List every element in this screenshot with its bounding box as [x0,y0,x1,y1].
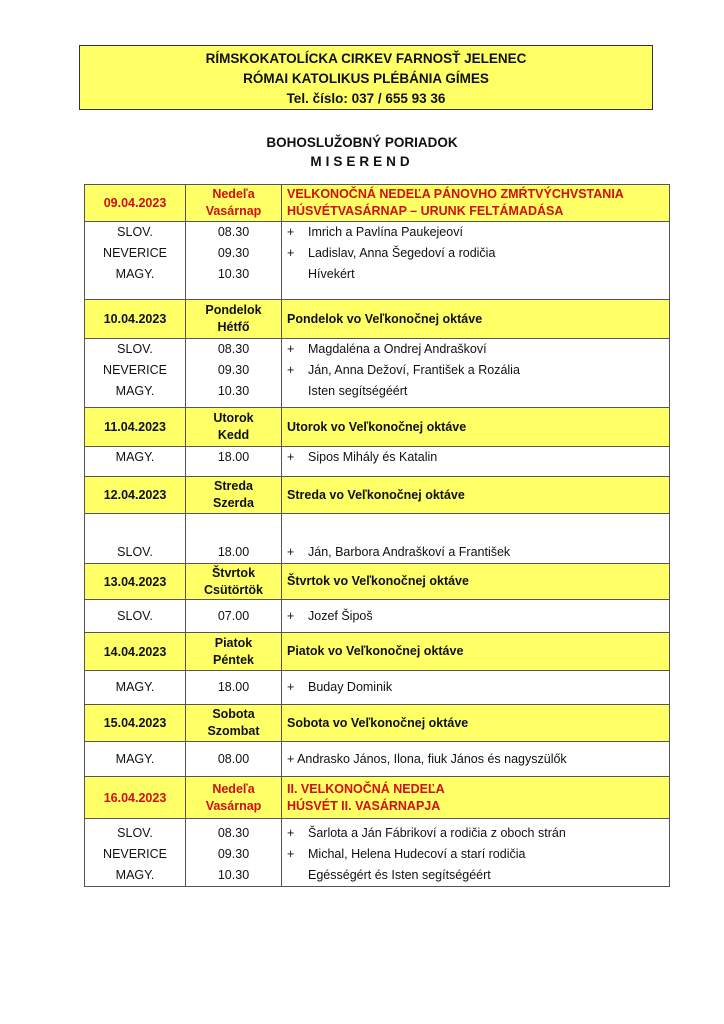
mass-times: 08.30 09.30 10.30 [186,819,282,887]
schedule-title-hu: MISEREND [310,154,414,169]
day-date: 11.04.2023 [85,408,186,447]
feast-title: Sobota vo Veľkonočnej oktáve [282,705,670,742]
mass-row [85,514,670,564]
feast-title: Utorok vo Veľkonočnej oktáve [282,408,670,447]
mass-times: 07.00 [186,600,282,633]
day-date: 10.04.2023 [85,300,186,339]
mass-places: MAGY. [85,447,186,477]
parish-name-sk: RÍMSKOKATOLÍCKA CIRKEV FARNOSŤ JELENEC [205,51,527,66]
day-name: Štvrtok Csütörtök [186,564,282,600]
day-name: Piatok Péntek [186,633,282,671]
mass-times: 18.00 [186,514,282,564]
mass-times: 18.00 [186,671,282,705]
mass-intentions: + Jozef Šipoš [282,600,670,633]
mass-places: SLOV. NEVERICE MAGY. [85,819,186,887]
day-name: Nedeľa Vasárnap [186,185,282,222]
day-name: Sobota Szombat [186,705,282,742]
parish-phone: Tel. číslo: 037 / 655 93 36 [286,91,446,106]
day-name: Streda Szerda [186,477,282,514]
feast-title: II. VELKONOČNÁ NEDEĽA HÚSVÉT II. VASÁRNAPJA [282,777,670,819]
feast-title: Štvrtok vo Veľkonočnej oktáve [282,564,670,600]
day-name: Utorok Kedd [186,408,282,447]
day-date: 13.04.2023 [85,564,186,600]
mass-intentions: + Andrasko János, Ilona, fiuk János és nagyszülők [282,742,670,777]
parish-header [79,45,653,110]
mass-row [85,742,670,777]
feast-title: Piatok vo Veľkonočnej oktáve [282,633,670,671]
mass-row [85,339,670,408]
mass-places: MAGY. [85,671,186,705]
mass-intentions: + Magdaléna a Ondrej Andraškoví + Ján, Anna Dežoví, František a Rozália Isten segítségéért [282,339,670,408]
day-date: 14.04.2023 [85,633,186,671]
day-date: 16.04.2023 [85,777,186,819]
feast-title: Streda vo Veľkonočnej oktáve [282,477,670,514]
day-header-row [85,185,670,222]
mass-schedule-table [84,184,670,887]
mass-places: SLOV. [85,514,186,564]
day-date: 12.04.2023 [85,477,186,514]
schedule-title-sk: BOHOSLUŽOBNÝ PORIADOK [266,135,458,150]
mass-row [85,447,670,477]
mass-times: 08.30 09.30 10.30 [186,222,282,300]
day-name: Nedeľa Vasárnap [186,777,282,819]
feast-title: Pondelok vo Veľkonočnej oktáve [282,300,670,339]
mass-places: SLOV. [85,600,186,633]
day-header-row [85,477,670,514]
mass-row [85,600,670,633]
mass-times: 08.30 09.30 10.30 [186,339,282,408]
day-header-row [85,705,670,742]
mass-intentions: + Buday Dominik [282,671,670,705]
day-date: 15.04.2023 [85,705,186,742]
mass-row [85,819,670,887]
parish-name-hu: RÓMAI KATOLIKUS PLÉBÁNIA GÍMES [243,71,489,86]
feast-title: VELKONOČNÁ NEDEĽA PÁNOVHO ZMŔTVÝCHVSTANIA HÚSVÉTVASÁRNAP – URUNK FELTÁMADÁSA [282,185,670,222]
day-header-row [85,564,670,600]
day-header-row [85,408,670,447]
day-header-row [85,300,670,339]
mass-intentions: + Imrich a Pavlína Paukejeoví + Ladislav, Anna Šegedoví a rodičia Hívekért [282,222,670,300]
mass-places: SLOV. NEVERICE MAGY. [85,222,186,300]
day-header-row [85,777,670,819]
mass-row [85,222,670,300]
mass-times: 08.00 [186,742,282,777]
mass-intentions: + Šarlota a Ján Fábrikoví a rodičia z oboch strán + Michal, Helena Hudecoví a starí rodičia Egésségért és Isten segítségéért [282,819,670,887]
mass-times: 18.00 [186,447,282,477]
mass-row [85,671,670,705]
day-name: Pondelok Hétfő [186,300,282,339]
mass-intentions: + Ján, Barbora Andraškoví a František [282,514,670,564]
mass-intentions: + Sipos Mihály és Katalin [282,447,670,477]
day-date: 09.04.2023 [85,185,186,222]
day-header-row [85,633,670,671]
mass-places: SLOV. NEVERICE MAGY. [85,339,186,408]
mass-places: MAGY. [85,742,186,777]
